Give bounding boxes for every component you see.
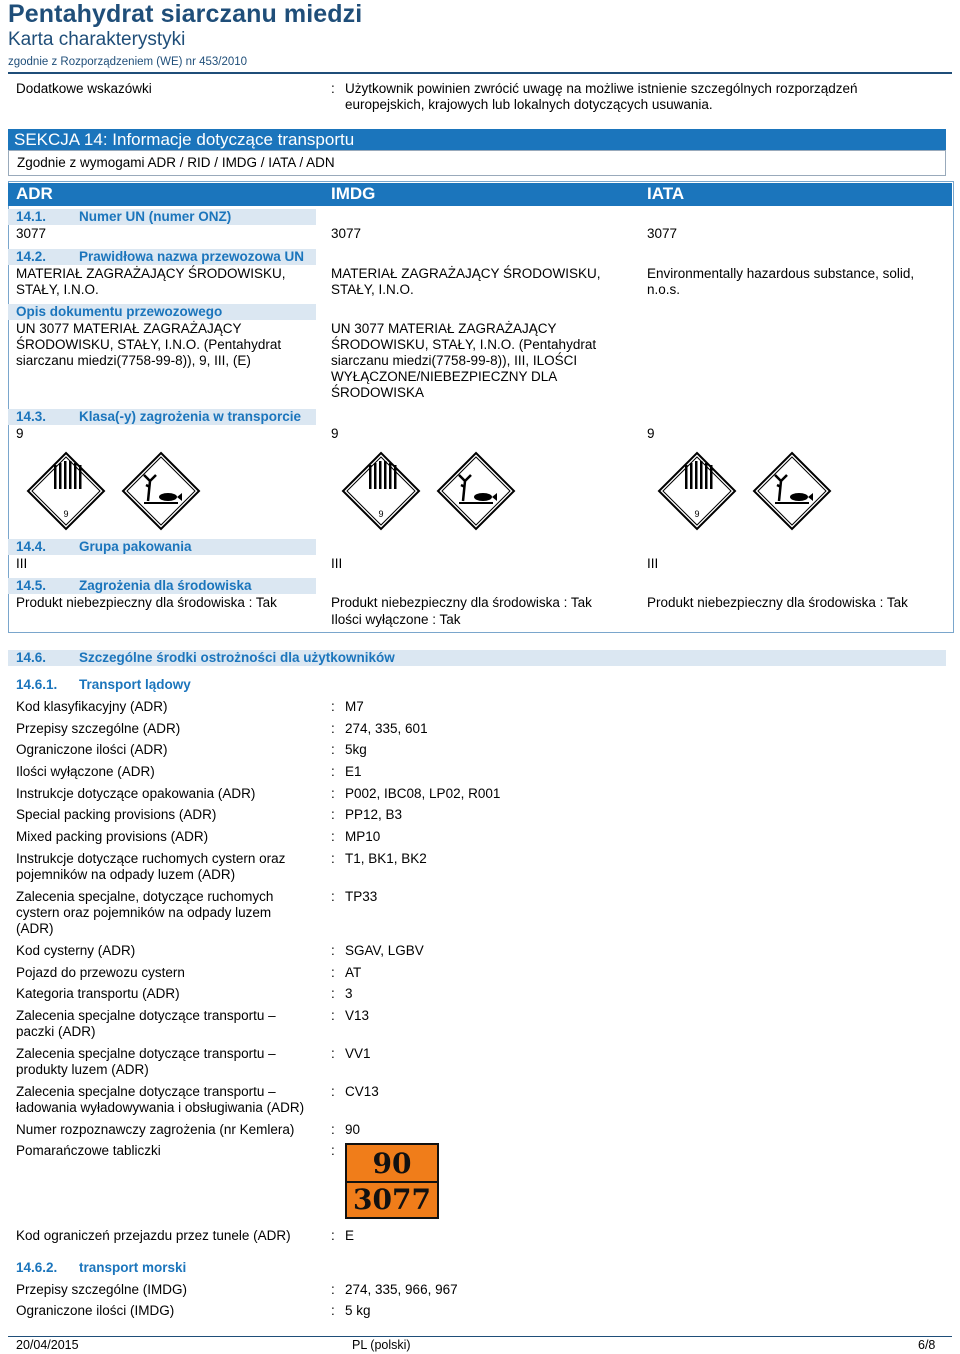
prop-label-line2: produkty luzem (ADR) xyxy=(16,1062,149,1077)
subsection-14-6-2 xyxy=(16,1260,186,1276)
subsection-title: Zagrożenia dla środowiska xyxy=(79,578,252,593)
transport-document-title: Opis dokumentu przewozowego xyxy=(8,304,316,320)
subsection-14-4 xyxy=(8,539,316,555)
subsection-title: transport morski xyxy=(79,1260,187,1275)
subsection-title: Transport lądowy xyxy=(79,677,191,692)
hazard-class-adr: 9 xyxy=(16,426,24,441)
env-hazard-imdg-line1: Produkt niebezpieczny dla środowiska : Tak xyxy=(331,595,592,610)
subsection-title: Prawidłowa nazwa przewozowa UN xyxy=(79,249,305,264)
prop-label-line2: pojemników na odpady luzem (ADR) xyxy=(16,867,236,882)
footer-divider xyxy=(8,1336,952,1337)
transport-doc-imdg-line3: siarczanu miedzi(7758-99-8)), III, ILOŚCI xyxy=(331,353,578,368)
subsection-title: Numer UN (numer ONZ) xyxy=(79,209,232,224)
colon: : xyxy=(331,965,335,980)
subsection-14-6 xyxy=(8,650,946,666)
transport-table-header xyxy=(8,183,952,206)
colon: : xyxy=(331,807,335,822)
colon: : xyxy=(331,851,335,866)
subsection-title: Szczególne środki ostrożności dla użytkowników xyxy=(79,650,395,665)
colon: : xyxy=(331,1008,335,1023)
env-hazard-imdg-line2: Ilości wyłączone : Tak xyxy=(331,612,461,627)
prop-label: Kod klasyfikacyjny (ADR) xyxy=(16,699,168,714)
colon: : xyxy=(331,742,335,757)
colon: : xyxy=(331,1122,335,1137)
colon: : xyxy=(331,1084,335,1099)
subsection-number: 14.2. xyxy=(16,249,47,264)
prop-label-line2: cystern oraz pojemników na odpady luzem xyxy=(16,905,272,920)
env-hazard-adr: Produkt niebezpieczny dla środowiska : Tak xyxy=(16,595,277,610)
colon: : xyxy=(331,764,335,779)
colon: : xyxy=(331,699,335,714)
environment-hazard-icon xyxy=(123,453,199,529)
footer-language: PL (polski) xyxy=(352,1338,411,1352)
hazard-placards-adr xyxy=(16,451,216,531)
subsection-number: 14.3. xyxy=(16,409,47,424)
prop-value: E1 xyxy=(345,764,362,779)
prop-label: Kod ograniczeń przejazdu przez tunele (ADR) xyxy=(16,1228,291,1243)
prop-label: Special packing provisions (ADR) xyxy=(16,807,217,822)
colon: : xyxy=(331,1228,335,1243)
prop-value: 274, 335, 966, 967 xyxy=(345,1282,458,1297)
prop-label: Kod cysterny (ADR) xyxy=(16,943,136,958)
transport-doc-imdg-line4: WYŁĄCZONE/NIEBEZPIECZNY DLA xyxy=(331,369,558,384)
shipping-name-iata-line1: Environmentally hazardous substance, solid, xyxy=(647,266,915,281)
subsection-number: 14.4. xyxy=(16,539,47,554)
svg-text:9: 9 xyxy=(63,509,69,519)
subsection-title: Klasa(-y) zagrożenia w transporcie xyxy=(79,409,302,424)
regulation-reference: zgodnie z Rozporządzeniem (WE) nr 453/2010 xyxy=(8,56,248,68)
prop-label: Numer rozpoznawczy zagrożenia (nr Kemlera) xyxy=(16,1122,295,1137)
prop-value: P002, IBC08, LP02, R001 xyxy=(345,786,501,801)
subsection-14-5 xyxy=(8,578,316,594)
env-hazard-iata: Produkt niebezpieczny dla środowiska : Tak xyxy=(647,595,908,610)
prop-label: Przepisy szczególne (IMDG) xyxy=(16,1282,188,1297)
additional-value-line1: Użytkownik powinien zwrócić uwagę na możliwe istnienie szczególnych rozporządzeń xyxy=(345,81,858,96)
un-number-plate: 3077 xyxy=(353,1183,431,1216)
prop-value: AT xyxy=(345,965,362,980)
hazard-class-imdg: 9 xyxy=(331,426,339,441)
prop-label: Pomarańczowe tabliczki xyxy=(16,1143,161,1158)
shipping-name-iata-line2: n.o.s. xyxy=(647,282,681,297)
colon: : xyxy=(331,1303,335,1318)
shipping-name-imdg-line1: MATERIAŁ ZAGRAŻAJĄCY ŚRODOWISKU, xyxy=(331,266,601,281)
prop-label-line1: Zalecenia specjalne dotyczące transportu – xyxy=(16,1008,276,1023)
un-number-adr: 3077 xyxy=(16,226,47,241)
shipping-name-imdg-line2: STAŁY, I.N.O. xyxy=(331,282,414,297)
class-9-placard-icon xyxy=(28,453,104,529)
colon: : xyxy=(331,786,335,801)
col-header-adr: ADR xyxy=(16,184,53,203)
prop-label: Ograniczone ilości (IMDG) xyxy=(16,1303,175,1318)
prop-value: M7 xyxy=(345,699,364,714)
prop-label: Mixed packing provisions (ADR) xyxy=(16,829,209,844)
footer-date: 20/04/2015 xyxy=(16,1338,79,1352)
subsection-number: 14.5. xyxy=(16,578,47,593)
colon: : xyxy=(331,986,335,1001)
document-title: Pentahydrat siarczanu miedzi xyxy=(8,0,363,28)
transport-doc-imdg-line5: ŚRODOWISKA xyxy=(331,385,425,400)
prop-label-line1: Zalecenia specjalne dotyczące transportu – xyxy=(16,1084,276,1099)
prop-value: 5kg xyxy=(345,742,367,757)
footer-page: 6/8 xyxy=(918,1338,936,1352)
colon: : xyxy=(331,889,335,904)
colon: : xyxy=(331,721,335,736)
orange-hazard-plate xyxy=(345,1143,439,1219)
prop-label-line1: Zalecenia specjalne, dotyczące ruchomych xyxy=(16,889,274,904)
colon: : xyxy=(331,1282,335,1297)
prop-value: PP12, B3 xyxy=(345,807,403,822)
colon: : xyxy=(331,1046,335,1061)
kemler-number: 90 xyxy=(372,1147,412,1180)
un-number-iata: 3077 xyxy=(647,226,678,241)
prop-label: Przepisy szczególne (ADR) xyxy=(16,721,181,736)
subsection-14-2 xyxy=(8,249,316,265)
section-14-note: Zgodnie z wymogami ADR / RID / IMDG / IATA / ADN xyxy=(8,150,946,176)
prop-label-line3: (ADR) xyxy=(16,921,54,936)
subsection-number: 14.6. xyxy=(16,650,47,665)
hazard-placards-imdg xyxy=(331,451,531,531)
packing-group-adr: III xyxy=(16,556,28,571)
environment-hazard-icon xyxy=(754,453,830,529)
prop-value: 5 kg xyxy=(345,1303,371,1318)
additional-value-line2: europejskich, krajowych lub lokalnych dotyczących usuwania. xyxy=(345,97,713,112)
prop-label-line1: Zalecenia specjalne dotyczące transportu – xyxy=(16,1046,276,1061)
prop-label: Ograniczone ilości (ADR) xyxy=(16,742,168,757)
hazard-placards-iata xyxy=(647,451,847,531)
class-9-placard-icon xyxy=(659,453,735,529)
prop-value: CV13 xyxy=(345,1084,379,1099)
svg-text:9: 9 xyxy=(694,509,700,519)
subsection-title: Grupa pakowania xyxy=(79,539,192,554)
class-9-placard-icon xyxy=(343,453,419,529)
col-header-iata: IATA xyxy=(647,184,685,203)
prop-value: VV1 xyxy=(345,1046,371,1061)
colon: : xyxy=(331,1143,335,1158)
section-14-title: SEKCJA 14: Informacje dotyczące transportu xyxy=(8,129,946,151)
prop-value: TP33 xyxy=(345,889,378,904)
svg-text:9: 9 xyxy=(378,509,384,519)
prop-label-line2: ładowania wyładowywania i obsługiwania (ADR) xyxy=(16,1100,305,1115)
prop-label-line2: paczki (ADR) xyxy=(16,1024,96,1039)
subsection-number: 14.1. xyxy=(16,209,47,224)
header-divider xyxy=(8,72,952,74)
environment-hazard-icon xyxy=(438,453,514,529)
transport-doc-adr-line3: siarczanu miedzi(7758-99-8)), 9, III, (E) xyxy=(16,353,251,368)
colon: : xyxy=(331,81,335,96)
prop-label: Ilości wyłączone (ADR) xyxy=(16,764,155,779)
shipping-name-adr-line2: STAŁY, I.N.O. xyxy=(16,282,99,297)
subsection-14-6-1 xyxy=(16,677,191,693)
transport-doc-adr-line1: UN 3077 MATERIAŁ ZAGRAŻAJĄCY xyxy=(16,321,242,336)
hazard-class-iata: 9 xyxy=(647,426,655,441)
prop-value: V13 xyxy=(345,1008,370,1023)
document-subtitle: Karta charakterystyki xyxy=(8,29,186,50)
packing-group-iata: III xyxy=(647,556,659,571)
prop-value: 90 xyxy=(345,1122,361,1137)
prop-value: T1, BK1, BK2 xyxy=(345,851,427,866)
prop-label: Pojazd do przewozu cystern xyxy=(16,965,185,980)
colon: : xyxy=(331,829,335,844)
packing-group-imdg: III xyxy=(331,556,343,571)
prop-value: 3 xyxy=(345,986,353,1001)
additional-label: Dodatkowe wskazówki xyxy=(16,81,152,96)
prop-label-line1: Instrukcje dotyczące ruchomych cystern oraz xyxy=(16,851,286,866)
prop-label: Kategoria transportu (ADR) xyxy=(16,986,180,1001)
prop-value: E xyxy=(345,1228,355,1243)
transport-doc-adr-line2: ŚRODOWISKU, STAŁY, I.N.O. (Pentahydrat xyxy=(16,337,282,352)
transport-doc-imdg-line1: UN 3077 MATERIAŁ ZAGRAŻAJĄCY xyxy=(331,321,557,336)
un-number-imdg: 3077 xyxy=(331,226,362,241)
prop-value: MP10 xyxy=(345,829,381,844)
transport-doc-imdg-line2: ŚRODOWISKU, STAŁY, I.N.O. (Pentahydrat xyxy=(331,337,597,352)
col-header-imdg: IMDG xyxy=(331,184,376,203)
subsection-number: 14.6.1. xyxy=(16,677,58,692)
prop-value: SGAV, LGBV xyxy=(345,943,424,958)
subsection-14-3 xyxy=(8,409,316,425)
subsection-number: 14.6.2. xyxy=(16,1260,58,1275)
subsection-14-1 xyxy=(8,209,316,225)
prop-label: Instrukcje dotyczące opakowania (ADR) xyxy=(16,786,256,801)
prop-value: 274, 335, 601 xyxy=(345,721,428,736)
shipping-name-adr-line1: MATERIAŁ ZAGRAŻAJĄCY ŚRODOWISKU, xyxy=(16,266,286,281)
colon: : xyxy=(331,943,335,958)
